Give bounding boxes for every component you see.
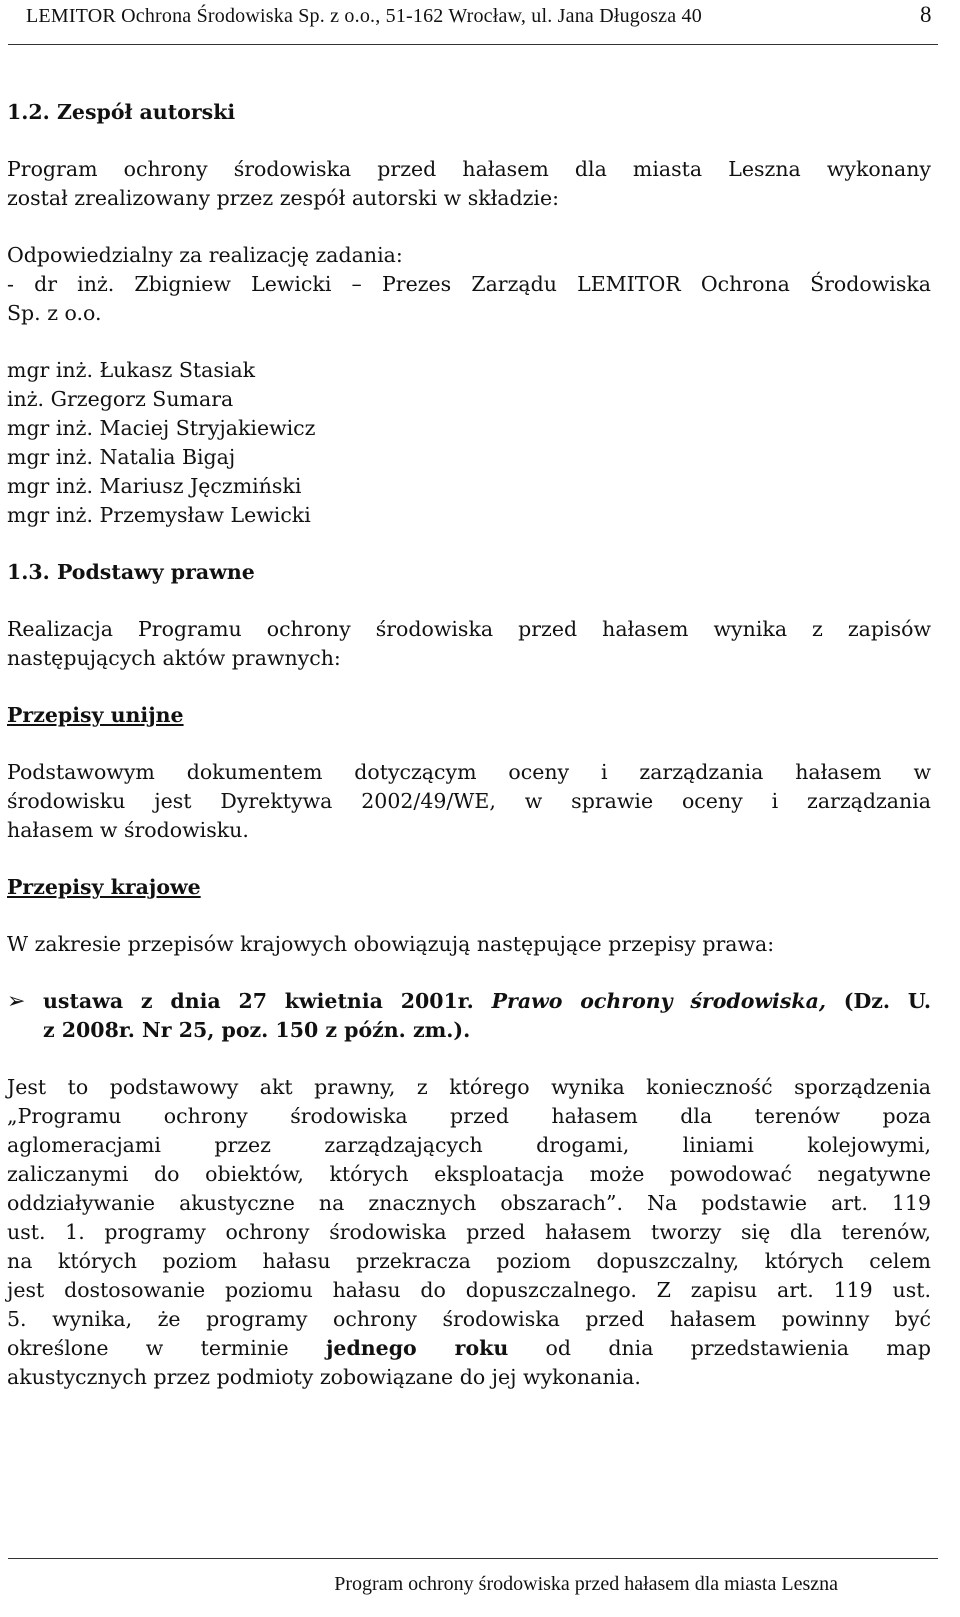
footer-text: Program ochrony środowiska przed hałasem dla miasta Leszna (334, 1573, 838, 1595)
document-body (7, 98, 931, 1392)
team-intro-line: został zrealizowany przez zespół autorski w składzie: (7, 186, 560, 210)
team-member: mgr inż. Mariusz Jęczmiński (7, 474, 302, 498)
responsible-person-line: Sp. z o.o. (7, 301, 102, 325)
act-paragraph-line: określone w terminie jednego roku od dnia przedstawienia map (7, 1336, 932, 1360)
national-intro: W zakresie przepisów krajowych obowiązują następujące przepisy prawa: (7, 932, 775, 956)
responsible-label: Odpowiedzialny za realizację zadania: (7, 243, 403, 267)
eu-paragraph-line: hałasem w środowisku. (7, 818, 249, 842)
subheading-eu-regulations: Przepisy unijne (7, 703, 184, 727)
page-number: 8 (920, 2, 932, 27)
legal-intro-line: Realizacja Programu ochrony środowiska przed hałasem wynika z zapisów (7, 617, 931, 641)
arrow-bullet-icon: ➢ (7, 989, 26, 1014)
legal-act-citation-line: z 2008r. Nr 25, poz. 150 z późn. zm.). (43, 1018, 471, 1042)
eu-paragraph-line: Podstawowym dokumentem dotyczącym oceny i zarządzania hałasem w (7, 760, 931, 784)
legal-intro-line: następujących aktów prawnych: (7, 646, 341, 670)
team-member: mgr inż. Maciej Stryjakiewicz (7, 416, 316, 440)
legal-act-citation: (Dz. U. (826, 989, 931, 1013)
act-paragraph-line: Jest to podstawowy akt prawny, z którego wynika konieczność sporządzenia (7, 1075, 931, 1099)
act-paragraph-line: oddziaływanie akustyczne na znacznych obszarach”. Na podstawie art. 119 (7, 1191, 931, 1215)
act-paragraph-line: jest dostosowanie poziomu hałasu do dopuszczalnego. Z zapisu art. 119 ust. (7, 1278, 931, 1302)
footer-rule (8, 1558, 938, 1559)
legal-act-list-item (7, 987, 931, 1045)
act-paragraph-line: „Programu ochrony środowiska przed hałasem dla terenów poza (7, 1104, 931, 1128)
page-footer (334, 1573, 838, 1596)
act-paragraph-line: ust. 1. programy ochrony środowiska przed hałasem tworzy się dla terenów, (7, 1220, 931, 1244)
subheading-national-regulations: Przepisy krajowe (7, 875, 201, 899)
responsible-person-line: - dr inż. Zbigniew Lewicki – Prezes Zarządu LEMITOR Ochrona Środowiska (7, 272, 931, 296)
section-heading-team: 1.2. Zespół autorski (7, 100, 236, 124)
eu-paragraph-line: środowisku jest Dyrektywa 2002/49/WE, w sprawie oceny i zarządzania (7, 789, 931, 813)
page-header (8, 0, 938, 45)
deadline-emphasis: jednego roku (325, 1336, 509, 1360)
team-intro-line: Program ochrony środowiska przed hałasem dla miasta Leszna wykonany (7, 157, 931, 181)
team-member: mgr inż. Przemysław Lewicki (7, 503, 311, 527)
team-member: mgr inż. Natalia Bigaj (7, 445, 236, 469)
legal-act-name: Prawo ochrony środowiska, (491, 989, 827, 1013)
act-paragraph-line: aglomeracjami przez zarządzających drogami, liniami kolejowymi, (7, 1133, 931, 1157)
act-paragraph-line: na których poziom hałasu przekracza poziom dopuszczalny, których celem (7, 1249, 931, 1273)
act-paragraph-line: akustycznych przez podmioty zobowiązane do jej wykonania. (7, 1365, 641, 1389)
team-member: mgr inż. Łukasz Stasiak (7, 358, 256, 382)
act-paragraph-line: 5. wynika, że programy ochrony środowiska przed hałasem powinny być (7, 1307, 931, 1331)
legal-act-title: ustawa z dnia 27 kwietnia 2001r. (43, 989, 492, 1013)
team-member: inż. Grzegorz Sumara (7, 387, 234, 411)
act-paragraph-line: zaliczanymi do obiektów, których eksploatacja może powodować negatywne (7, 1162, 931, 1186)
header-company-line: LEMITOR Ochrona Środowiska Sp. z o.o., 51-162 Wrocław, ul. Jana Długosza 40 (26, 5, 702, 27)
section-heading-legal: 1.3. Podstawy prawne (7, 560, 255, 584)
